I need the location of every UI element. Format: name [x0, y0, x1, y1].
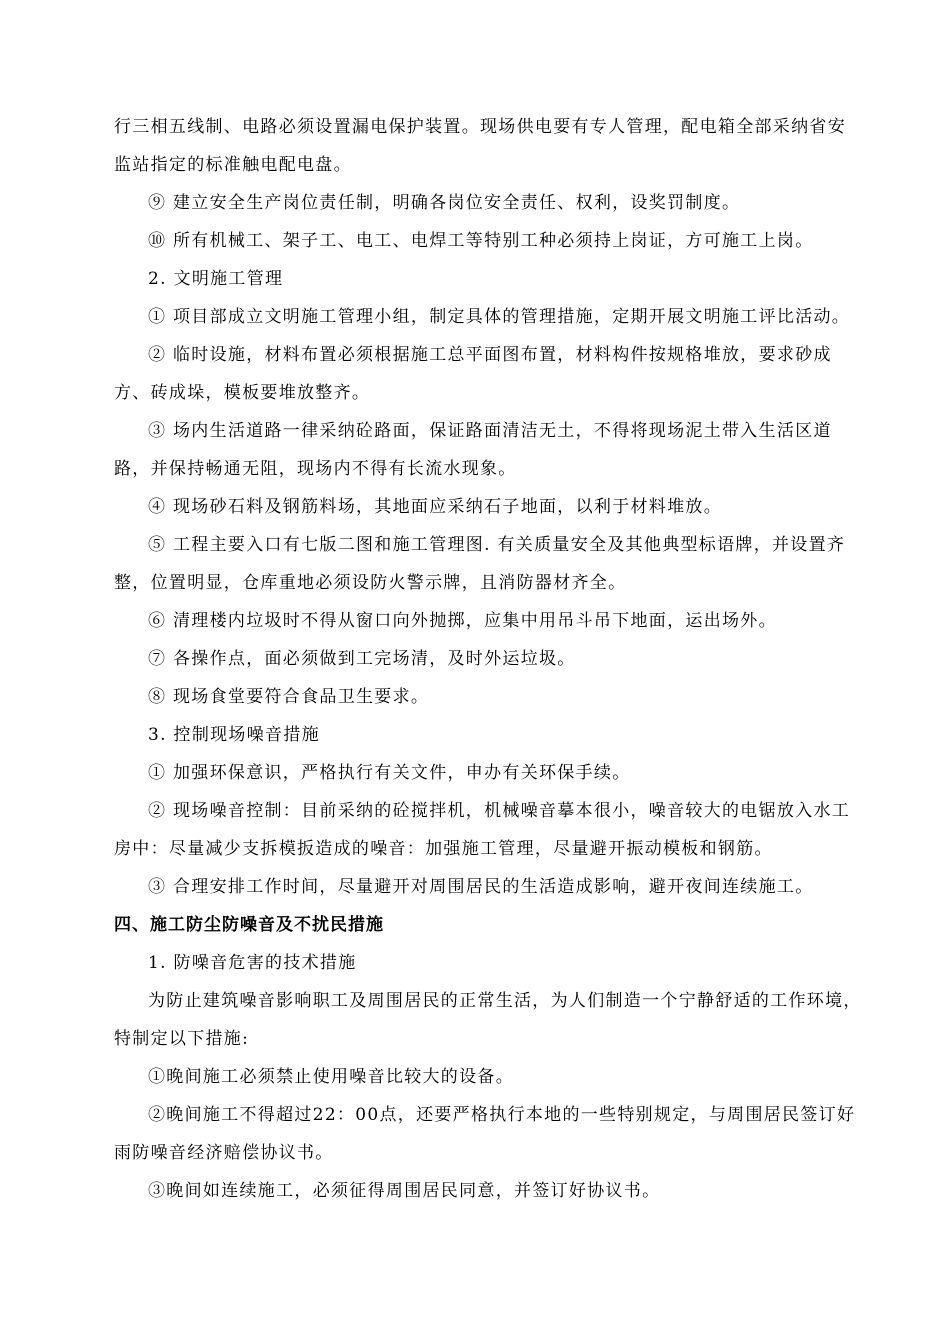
paragraph-noise-1: ① 加强环保意识，严格执行有关文件，申办有关环保手续。 — [148, 763, 631, 783]
paragraph-civilized-2: ② 临时设施，材料布置必须根据施工总平面图布置，材料构件按规格堆放，要求砂成方、砖成垛，模板要堆放整齐。 — [114, 345, 832, 403]
paragraph-civilized-1: ① 项目部成立文明施工管理小组，制定具体的管理措施，定期开展文明施工评比活动。 — [148, 307, 851, 327]
paragraph-power-supply: 行三相五线制、电路必须设置漏电保护装置。现场供电要有专人管理，配电箱全部采纳省安监站指定的标准触电配电盘。 — [114, 117, 846, 175]
paragraph-night-3: ③晚间如连续施工，必须征得周围居民同意，并签订好协议书。 — [148, 1181, 661, 1201]
paragraph-civilized-6: ⑥ 清理楼内垃圾时不得从窗口向外抛掷，应集中用吊斗吊下地面，运出场外。 — [148, 611, 777, 631]
chapter-heading-dust-noise: 四、施工防尘防噪音及不扰民措施 — [114, 915, 384, 935]
section-heading-civilized-construction: 2. 文明施工管理 — [148, 269, 284, 289]
paragraph-item-10: ⑩ 所有机械工、架子工、电工、电焊工等特别工种必须持上岗证，方可施工上岗。 — [148, 231, 814, 251]
paragraph-civilized-8: ⑧ 现场食堂要符合食品卫生要求。 — [148, 687, 430, 707]
paragraph-civilized-4: ④ 现场砂石料及钢筋料场，其地面应采纳石子地面，以利于材料堆放。 — [148, 497, 723, 517]
paragraph-civilized-7: ⑦ 各操作点，面必须做到工完场清，及时外运垃圾。 — [148, 649, 576, 669]
paragraph-night-2: ②晚间施工不得超过22：00点，还要严格执行本地的一些特别规定，与周围居民签订好雨防噪音经济赔偿协议书。 — [114, 1105, 856, 1163]
paragraph-noise-3: ③ 合理安排工作时间，尽量避开对周围居民的生活造成影响，避开夜间连续施工。 — [148, 877, 814, 897]
paragraph-civilized-3: ③ 场内生活道路一律采纳砼路面，保证路面清洁无土，不得将现场泥土带入生活区道路，并保持畅通无阻，现场内不得有长流水现象。 — [114, 421, 832, 479]
document-page — [114, 108, 862, 1210]
section-heading-noise-technical: 1. 防噪音危害的技术措施 — [148, 953, 357, 973]
paragraph-civilized-5: ⑤ 工程主要入口有七版二图和施工管理图. 有关质量安全及其他典型标语牌，并设置齐整，位置明显，仓库重地必须设防火警示牌，且消防器材齐全。 — [114, 535, 846, 593]
paragraph-noise-2: ② 现场噪音控制：目前采纳的砼搅拌机，机械噪音摹本很小，噪音较大的电锯放入水工房中：尽量减少支拆模扳造成的噪音：加强施工管理，尽量避开振动模板和钢筋。 — [114, 801, 851, 859]
paragraph-item-9: ⑨ 建立安全生产岗位责任制，明确各岗位安全责任、权利，设奖罚制度。 — [148, 193, 741, 213]
paragraph-night-1: ①晚间施工必须禁止使用噪音比较大的设备。 — [148, 1067, 514, 1087]
section-heading-noise-control: 3. 控制现场噪音措施 — [148, 725, 320, 745]
paragraph-noise-intro: 为防止建筑噪音影响职工及周围居民的正常生活，为人们制造一个宁静舒适的工作环境，特制定以下措施: — [114, 991, 862, 1049]
